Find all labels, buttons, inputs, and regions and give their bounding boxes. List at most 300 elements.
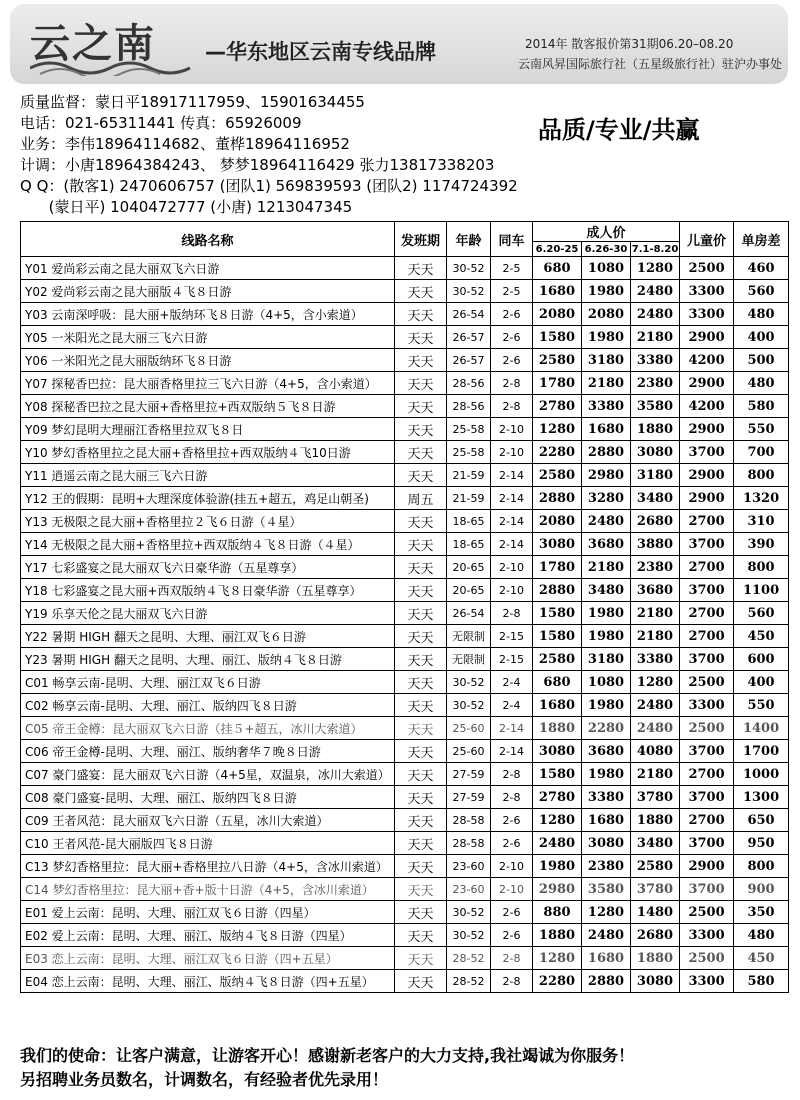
price-cell: 1980 [582, 602, 631, 625]
table-row [21, 257, 789, 280]
group-cell: 2-15 [491, 648, 533, 671]
age-cell: 21-59 [447, 487, 491, 510]
route-name: Y19 乐享天伦之昆大丽双飞六日游 [21, 602, 395, 625]
child-price-cell: 3300 [680, 694, 734, 717]
child-price-cell: 2500 [680, 947, 734, 970]
price-cell: 2180 [631, 326, 680, 349]
route-name: C06 帝王金樽-昆明、大理、丽江、版纳奢华７晚８日游 [21, 740, 395, 763]
group-cell: 2-15 [491, 625, 533, 648]
price-cell: 1580 [533, 763, 582, 786]
table-row [21, 878, 789, 901]
price-cell: 2580 [533, 349, 582, 372]
single-room-cell: 650 [734, 809, 789, 832]
single-room-cell: 1400 [734, 717, 789, 740]
route-name: E01 爱上云南：昆明、大理、丽江双飞６日游（四星） [21, 901, 395, 924]
route-name: E03 恋上云南：昆明、大理、丽江双飞６日游（四+五星） [21, 947, 395, 970]
age-cell: 28-52 [447, 970, 491, 993]
route-name: Y05 一米阳光之昆大丽三飞六日游 [21, 326, 395, 349]
header-child: 儿童价 [680, 222, 734, 257]
price-cell: 1580 [533, 602, 582, 625]
price-cell: 1680 [533, 694, 582, 717]
age-cell: 21-59 [447, 464, 491, 487]
header-banner [10, 4, 788, 84]
child-price-cell: 3700 [680, 648, 734, 671]
departure-cell: 天天 [395, 832, 447, 855]
price-cell: 2280 [582, 717, 631, 740]
child-price-cell: 3700 [680, 740, 734, 763]
age-cell: 30-52 [447, 280, 491, 303]
logo: 云之南 [30, 20, 156, 67]
age-cell: 30-52 [447, 694, 491, 717]
departure-cell: 天天 [395, 579, 447, 602]
price-cell: 1080 [582, 257, 631, 280]
footer-mission: 我们的使命：让客户满意，让游客开心！感谢新老客户的大力支持,我社竭诚为你服务！ [20, 1046, 635, 1065]
price-cell: 1980 [582, 694, 631, 717]
footer-hiring: 另招聘业务员数名，计调数名，有经验者优先录用！ [20, 1070, 389, 1089]
child-price-cell: 3700 [680, 878, 734, 901]
group-cell: 2-8 [491, 602, 533, 625]
child-price-cell: 3300 [680, 280, 734, 303]
single-room-cell: 480 [734, 924, 789, 947]
price-cell: 1280 [582, 901, 631, 924]
route-name: C02 畅享云南-昆明、大理、丽江、版纳四飞８日游 [21, 694, 395, 717]
departure-cell: 天天 [395, 648, 447, 671]
age-cell: 30-52 [447, 901, 491, 924]
price-cell: 2880 [582, 441, 631, 464]
route-name: E04 恋上云南：昆明、大理、丽江、版纳４飞８日游（四+五星） [21, 970, 395, 993]
single-room-cell: 580 [734, 395, 789, 418]
departure-cell: 天天 [395, 510, 447, 533]
age-cell: 28-56 [447, 372, 491, 395]
child-price-cell: 2500 [680, 901, 734, 924]
price-cell: 3080 [631, 970, 680, 993]
slogan: —华东地区云南专线品牌 [205, 40, 436, 64]
price-cell: 2080 [582, 303, 631, 326]
price-cell: 1580 [533, 625, 582, 648]
age-cell: 无限制 [447, 625, 491, 648]
price-cell: 3380 [631, 648, 680, 671]
route-name: C07 豪门盛宴：昆大丽双飞六日游（4+5星，双温泉，冰川大索道） [21, 763, 395, 786]
table-row [21, 832, 789, 855]
price-cell: 2880 [582, 970, 631, 993]
price-table [20, 221, 789, 993]
price-cell: 680 [533, 257, 582, 280]
price-cell: 3080 [582, 832, 631, 855]
header-group: 同车 [491, 222, 533, 257]
single-room-cell: 500 [734, 349, 789, 372]
price-cell: 2180 [582, 556, 631, 579]
age-cell: 28-56 [447, 395, 491, 418]
price-cell: 2180 [631, 625, 680, 648]
departure-cell: 天天 [395, 418, 447, 441]
departure-cell: 天天 [395, 441, 447, 464]
single-room-cell: 560 [734, 602, 789, 625]
price-cell: 1980 [582, 326, 631, 349]
price-cell: 1980 [582, 625, 631, 648]
child-price-cell: 2900 [680, 418, 734, 441]
price-cell: 3680 [582, 533, 631, 556]
single-room-cell: 350 [734, 901, 789, 924]
child-price-cell: 2700 [680, 602, 734, 625]
departure-cell: 天天 [395, 556, 447, 579]
route-name: Y18 七彩盛宴之昆大丽+西双版纳４飞８日豪华游（五星尊享） [21, 579, 395, 602]
age-cell: 30-52 [447, 924, 491, 947]
departure-cell: 天天 [395, 280, 447, 303]
price-cell: 3080 [631, 441, 680, 464]
price-cell: 2380 [631, 556, 680, 579]
price-cell: 1280 [533, 418, 582, 441]
age-cell: 25-58 [447, 418, 491, 441]
table-row [21, 349, 789, 372]
departure-cell: 天天 [395, 947, 447, 970]
departure-cell: 天天 [395, 786, 447, 809]
price-cell: 3680 [631, 579, 680, 602]
departure-cell: 天天 [395, 763, 447, 786]
age-cell: 18-65 [447, 533, 491, 556]
route-name: Y06 一米阳光之昆大丽版纳环飞８日游 [21, 349, 395, 372]
group-cell: 2-10 [491, 855, 533, 878]
child-price-cell: 2500 [680, 257, 734, 280]
table-row [21, 740, 789, 763]
single-room-cell: 1700 [734, 740, 789, 763]
departure-cell: 天天 [395, 395, 447, 418]
route-name: Y14 无极限之昆大丽+香格里拉+西双版纳４飞８日游（４星） [21, 533, 395, 556]
child-price-cell: 3700 [680, 832, 734, 855]
departure-cell: 天天 [395, 326, 447, 349]
route-name: Y08 探秘香巴拉之昆大丽+香格里拉+西双版纳５飞８日游 [21, 395, 395, 418]
age-cell: 26-57 [447, 326, 491, 349]
route-name: Y07 探秘香巴拉：昆大丽香格里拉三飞六日游（4+5，含小索道） [21, 372, 395, 395]
footer [20, 1044, 634, 1092]
departure-cell: 天天 [395, 717, 447, 740]
route-name: C10 王者风范-昆大丽版四飞８日游 [21, 832, 395, 855]
table-row [21, 625, 789, 648]
price-cell: 2480 [631, 280, 680, 303]
price-cell: 2280 [533, 441, 582, 464]
price-cell: 2380 [582, 855, 631, 878]
price-cell: 2680 [631, 924, 680, 947]
age-cell: 26-57 [447, 349, 491, 372]
table-row [21, 556, 789, 579]
price-cell: 2780 [533, 786, 582, 809]
departure-cell: 天天 [395, 740, 447, 763]
group-cell: 2-6 [491, 326, 533, 349]
age-cell: 20-65 [447, 556, 491, 579]
route-name: Y10 梦幻香格里拉之昆大丽+香格里拉+西双版纳４飞10日游 [21, 441, 395, 464]
table-row [21, 924, 789, 947]
single-room-cell: 600 [734, 648, 789, 671]
departure-cell: 天天 [395, 878, 447, 901]
departure-cell: 天天 [395, 625, 447, 648]
departure-cell: 天天 [395, 671, 447, 694]
price-cell: 2480 [631, 694, 680, 717]
header-route: 线路名称 [21, 222, 395, 257]
departure-cell: 天天 [395, 694, 447, 717]
agency-name: 云南风昇国际旅行社（五星级旅行社）驻沪办事处 [518, 57, 783, 71]
price-cell: 3080 [533, 533, 582, 556]
child-price-cell: 2700 [680, 625, 734, 648]
departure-cell: 天天 [395, 970, 447, 993]
child-price-cell: 3300 [680, 924, 734, 947]
age-cell: 28-52 [447, 947, 491, 970]
route-name: C05 帝王金樽：昆大丽双飞六日游（挂５+超五，冰川大索道） [21, 717, 395, 740]
group-cell: 2-6 [491, 809, 533, 832]
age-cell: 18-65 [447, 510, 491, 533]
price-cell: 3480 [631, 487, 680, 510]
price-cell: 1880 [533, 717, 582, 740]
price-cell: 3180 [631, 464, 680, 487]
group-cell: 2-14 [491, 740, 533, 763]
header-single: 单房差 [734, 222, 789, 257]
price-cell: 1780 [533, 372, 582, 395]
departure-cell: 天天 [395, 901, 447, 924]
price-cell: 2780 [533, 395, 582, 418]
table-row [21, 855, 789, 878]
route-name: Y11 逍遥云南之昆大丽三飞六日游 [21, 464, 395, 487]
departure-cell: 天天 [395, 809, 447, 832]
price-cell: 1880 [533, 924, 582, 947]
price-cell: 2880 [533, 487, 582, 510]
group-cell: 2-10 [491, 579, 533, 602]
age-cell: 25-60 [447, 740, 491, 763]
age-cell: 23-60 [447, 878, 491, 901]
child-price-cell: 3700 [680, 441, 734, 464]
child-price-cell: 3300 [680, 303, 734, 326]
child-price-cell: 3700 [680, 786, 734, 809]
single-room-cell: 390 [734, 533, 789, 556]
group-cell: 2-6 [491, 832, 533, 855]
route-name: Y03 云南深呼吸：昆大丽+版纳环飞８日游（4+5，含小索道） [21, 303, 395, 326]
header-period-1: 6.20-25 [533, 242, 582, 257]
price-cell: 2480 [582, 924, 631, 947]
group-cell: 2-6 [491, 349, 533, 372]
price-cell: 1880 [631, 418, 680, 441]
departure-cell: 周五 [395, 487, 447, 510]
group-cell: 2-8 [491, 395, 533, 418]
single-room-cell: 450 [734, 947, 789, 970]
route-name: C13 梦幻香格里拉：昆大丽+香格里拉八日游（4+5，含冰川索道） [21, 855, 395, 878]
table-row [21, 694, 789, 717]
table-row [21, 510, 789, 533]
departure-cell: 天天 [395, 257, 447, 280]
price-cell: 2980 [533, 878, 582, 901]
single-room-cell: 800 [734, 855, 789, 878]
price-cell: 1680 [533, 280, 582, 303]
price-cell: 1880 [631, 947, 680, 970]
table-row [21, 786, 789, 809]
route-name: Y12 王的假期：昆明+大理深度体验游(挂五+超五，鸡足山朝圣) [21, 487, 395, 510]
age-cell: 无限制 [447, 648, 491, 671]
table-row [21, 395, 789, 418]
price-cell: 1280 [631, 257, 680, 280]
contact-qq-2: (蒙日平) 1040472777 (小唐) 1213047345 [20, 198, 353, 216]
price-cell: 3580 [582, 878, 631, 901]
group-cell: 2-8 [491, 372, 533, 395]
price-cell: 3780 [631, 786, 680, 809]
group-cell: 2-14 [491, 510, 533, 533]
group-cell: 2-5 [491, 280, 533, 303]
group-cell: 2-4 [491, 694, 533, 717]
group-cell: 2-10 [491, 556, 533, 579]
single-room-cell: 800 [734, 464, 789, 487]
single-room-cell: 560 [734, 280, 789, 303]
route-name: C08 豪门盛宴-昆明、大理、丽江、版纳四飞８日游 [21, 786, 395, 809]
price-cell: 2480 [631, 717, 680, 740]
table-row [21, 602, 789, 625]
table-row [21, 441, 789, 464]
departure-cell: 天天 [395, 533, 447, 556]
age-cell: 30-52 [447, 257, 491, 280]
single-room-cell: 460 [734, 257, 789, 280]
departure-cell: 天天 [395, 464, 447, 487]
price-cell: 3880 [631, 533, 680, 556]
header-period-3: 7.1-8.20 [631, 243, 679, 255]
single-room-cell: 400 [734, 326, 789, 349]
route-name: E02 爱上云南：昆明、大理、丽江、版纳４飞８日游（四星） [21, 924, 395, 947]
child-price-cell: 3300 [680, 970, 734, 993]
route-name: Y01 爱尚彩云南之昆大丽双飞六日游 [21, 257, 395, 280]
price-cell: 2580 [533, 648, 582, 671]
age-cell: 27-59 [447, 786, 491, 809]
price-cell: 3280 [582, 487, 631, 510]
age-cell: 28-58 [447, 832, 491, 855]
route-name: C01 畅享云南-昆明、大理、丽江双飞６日游 [21, 671, 395, 694]
quality-tag: 品质/专业/共赢 [538, 116, 700, 144]
child-price-cell: 2700 [680, 809, 734, 832]
group-cell: 2-14 [491, 717, 533, 740]
age-cell: 26-54 [447, 303, 491, 326]
group-cell: 2-10 [491, 878, 533, 901]
table-row [21, 717, 789, 740]
age-cell: 26-54 [447, 602, 491, 625]
price-cell: 3380 [582, 395, 631, 418]
route-name: Y02 爱尚彩云南之昆大丽版４飞８日游 [21, 280, 395, 303]
route-name: Y13 无极限之昆大丽+香格里拉２飞６日游（４星） [21, 510, 395, 533]
route-name: Y22 暑期 HIGH 翻天之昆明、大理、丽江双飞６日游 [21, 625, 395, 648]
price-cell: 1980 [533, 855, 582, 878]
age-cell: 30-52 [447, 671, 491, 694]
price-cell: 2180 [631, 763, 680, 786]
child-price-cell: 2500 [680, 671, 734, 694]
group-cell: 2-6 [491, 901, 533, 924]
price-cell: 2480 [631, 303, 680, 326]
price-cell: 3480 [582, 579, 631, 602]
table-row [21, 648, 789, 671]
group-cell: 2-10 [491, 441, 533, 464]
price-cell: 3580 [631, 395, 680, 418]
child-price-cell: 2700 [680, 763, 734, 786]
price-cell: 3680 [582, 740, 631, 763]
table-row [21, 372, 789, 395]
contact-phone: 电话：021-65311441 传真：65926009 [20, 114, 302, 132]
group-cell: 2-14 [491, 533, 533, 556]
table-row [21, 533, 789, 556]
single-room-cell: 480 [734, 303, 789, 326]
group-cell: 2-4 [491, 671, 533, 694]
contact-block [20, 92, 518, 218]
price-cell: 3380 [631, 349, 680, 372]
contact-planner: 计调：小唐18964384243、 梦梦18964116429 张力13817338203 [20, 156, 495, 174]
child-price-cell: 2900 [680, 464, 734, 487]
child-price-cell: 4200 [680, 395, 734, 418]
table-row [21, 464, 789, 487]
price-cell: 1280 [533, 809, 582, 832]
price-cell: 2880 [533, 579, 582, 602]
route-name: C09 王者风范：昆大丽双飞六日游（五星，冰川大索道） [21, 809, 395, 832]
child-price-cell: 2900 [680, 487, 734, 510]
price-cell: 1880 [631, 809, 680, 832]
single-room-cell: 700 [734, 441, 789, 464]
single-room-cell: 400 [734, 671, 789, 694]
table-row [21, 970, 789, 993]
single-room-cell: 800 [734, 556, 789, 579]
table-row [21, 579, 789, 602]
price-cell: 3480 [631, 832, 680, 855]
group-cell: 2-6 [491, 303, 533, 326]
price-cell: 1280 [631, 671, 680, 694]
child-price-cell: 2900 [680, 326, 734, 349]
group-cell: 2-6 [491, 924, 533, 947]
price-cell: 3180 [582, 648, 631, 671]
single-room-cell: 480 [734, 372, 789, 395]
price-cell: 1480 [631, 901, 680, 924]
price-cell: 1680 [582, 947, 631, 970]
departure-cell: 天天 [395, 349, 447, 372]
child-price-cell: 2500 [680, 717, 734, 740]
single-room-cell: 580 [734, 970, 789, 993]
departure-cell: 天天 [395, 372, 447, 395]
single-room-cell: 1000 [734, 763, 789, 786]
single-room-cell: 310 [734, 510, 789, 533]
group-cell: 2-8 [491, 763, 533, 786]
price-cell: 2180 [631, 602, 680, 625]
price-cell: 3780 [631, 878, 680, 901]
age-cell: 28-58 [447, 809, 491, 832]
price-cell: 1780 [533, 556, 582, 579]
child-price-cell: 3700 [680, 579, 734, 602]
route-name: C14 梦幻香格里拉：昆大丽+香+版十日游（4+5，含冰川索道） [21, 878, 395, 901]
price-cell: 4080 [631, 740, 680, 763]
departure-cell: 天天 [395, 303, 447, 326]
age-cell: 23-60 [447, 855, 491, 878]
price-cell: 1580 [533, 326, 582, 349]
contact-qq: Q Q：(散客1) 2470606757 (团队1) 569839593 (团队2) 1174724392 [20, 177, 518, 195]
single-room-cell: 1300 [734, 786, 789, 809]
table-row [21, 763, 789, 786]
wave-icon [30, 56, 200, 76]
single-room-cell: 550 [734, 694, 789, 717]
route-name: Y09 梦幻昆明大理丽江香格里拉双飞８日 [21, 418, 395, 441]
child-price-cell: 2700 [680, 510, 734, 533]
group-cell: 2-8 [491, 786, 533, 809]
contact-sales: 业务：李伟18964114682、董桦18964116952 [20, 135, 350, 153]
group-cell: 2-14 [491, 487, 533, 510]
single-room-cell: 900 [734, 878, 789, 901]
table-row [21, 303, 789, 326]
price-cell: 2980 [582, 464, 631, 487]
age-cell: 27-59 [447, 763, 491, 786]
table-row [21, 901, 789, 924]
single-room-cell: 1100 [734, 579, 789, 602]
route-name: Y17 七彩盛宴之昆大丽双飞六日豪华游（五星尊享） [21, 556, 395, 579]
price-cell: 2680 [631, 510, 680, 533]
table-row [21, 947, 789, 970]
child-price-cell: 2900 [680, 372, 734, 395]
single-room-cell: 550 [734, 418, 789, 441]
price-cell: 2580 [533, 464, 582, 487]
group-cell: 2-5 [491, 257, 533, 280]
table-row [21, 280, 789, 303]
